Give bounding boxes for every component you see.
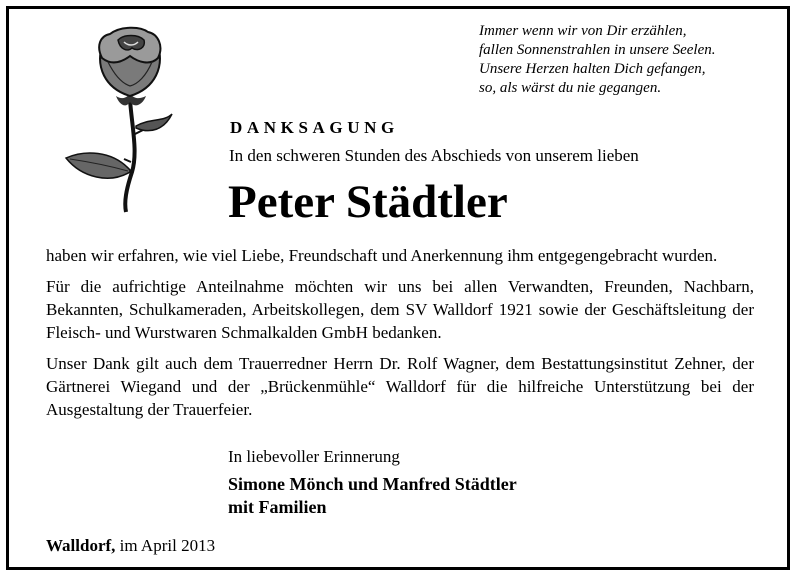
rose-icon — [60, 22, 190, 214]
intro-line: In den schweren Stunden des Abschieds von unserem lieben — [229, 146, 639, 165]
message-body — [46, 244, 754, 429]
poem-line: fallen Sonnenstrahlen in unsere Seelen. — [479, 42, 716, 58]
paragraph: haben wir erfahren, wie viel Liebe, Freundschaft und Anerkennung ihm entgegengebracht wurden. — [46, 246, 718, 265]
signer-line: mit Familien — [228, 497, 327, 517]
heading: DANKSAGUNG — [230, 118, 399, 137]
poem-line: Unsere Herzen halten Dich gefangen, — [479, 61, 706, 77]
signer-line: Simone Mönch und Manfred Städtler — [228, 474, 517, 494]
closing-line: In liebevoller Erinnerung — [228, 447, 400, 466]
signers — [228, 473, 517, 519]
paragraph: Unser Dank gilt auch dem Trauerredner Herrn Dr. Rolf Wagner, dem Bestattungsinstitut Zehner, der Gärtnerei Wiegand und der „Brückenmühle“ Walldorf für die hilfreiche Unterstützung bei der Ausgestaltung der Trauerfeier. — [46, 354, 754, 419]
poem-line: so, als wärst du nie gegangen. — [479, 80, 662, 96]
place: Walldorf, — [46, 536, 116, 555]
paragraph: Für die aufrichtige Anteilnahme möchten wir uns bei allen Verwandten, Freunden, Nachbarn, Bekannten, Schulkameraden, Arbeitskollegen, dem SV Walldorf 1921 sowie der Geschäftsleitung der Fleisch- und Wurstwaren Schmalkalden GmbH bedanken. — [46, 277, 754, 342]
poem-line: Immer wenn wir von Dir erzählen, — [479, 23, 687, 39]
deceased-name: Peter Städtler — [228, 176, 508, 228]
date: im April 2013 — [119, 536, 216, 555]
place-date — [46, 536, 215, 556]
poem — [479, 22, 779, 98]
